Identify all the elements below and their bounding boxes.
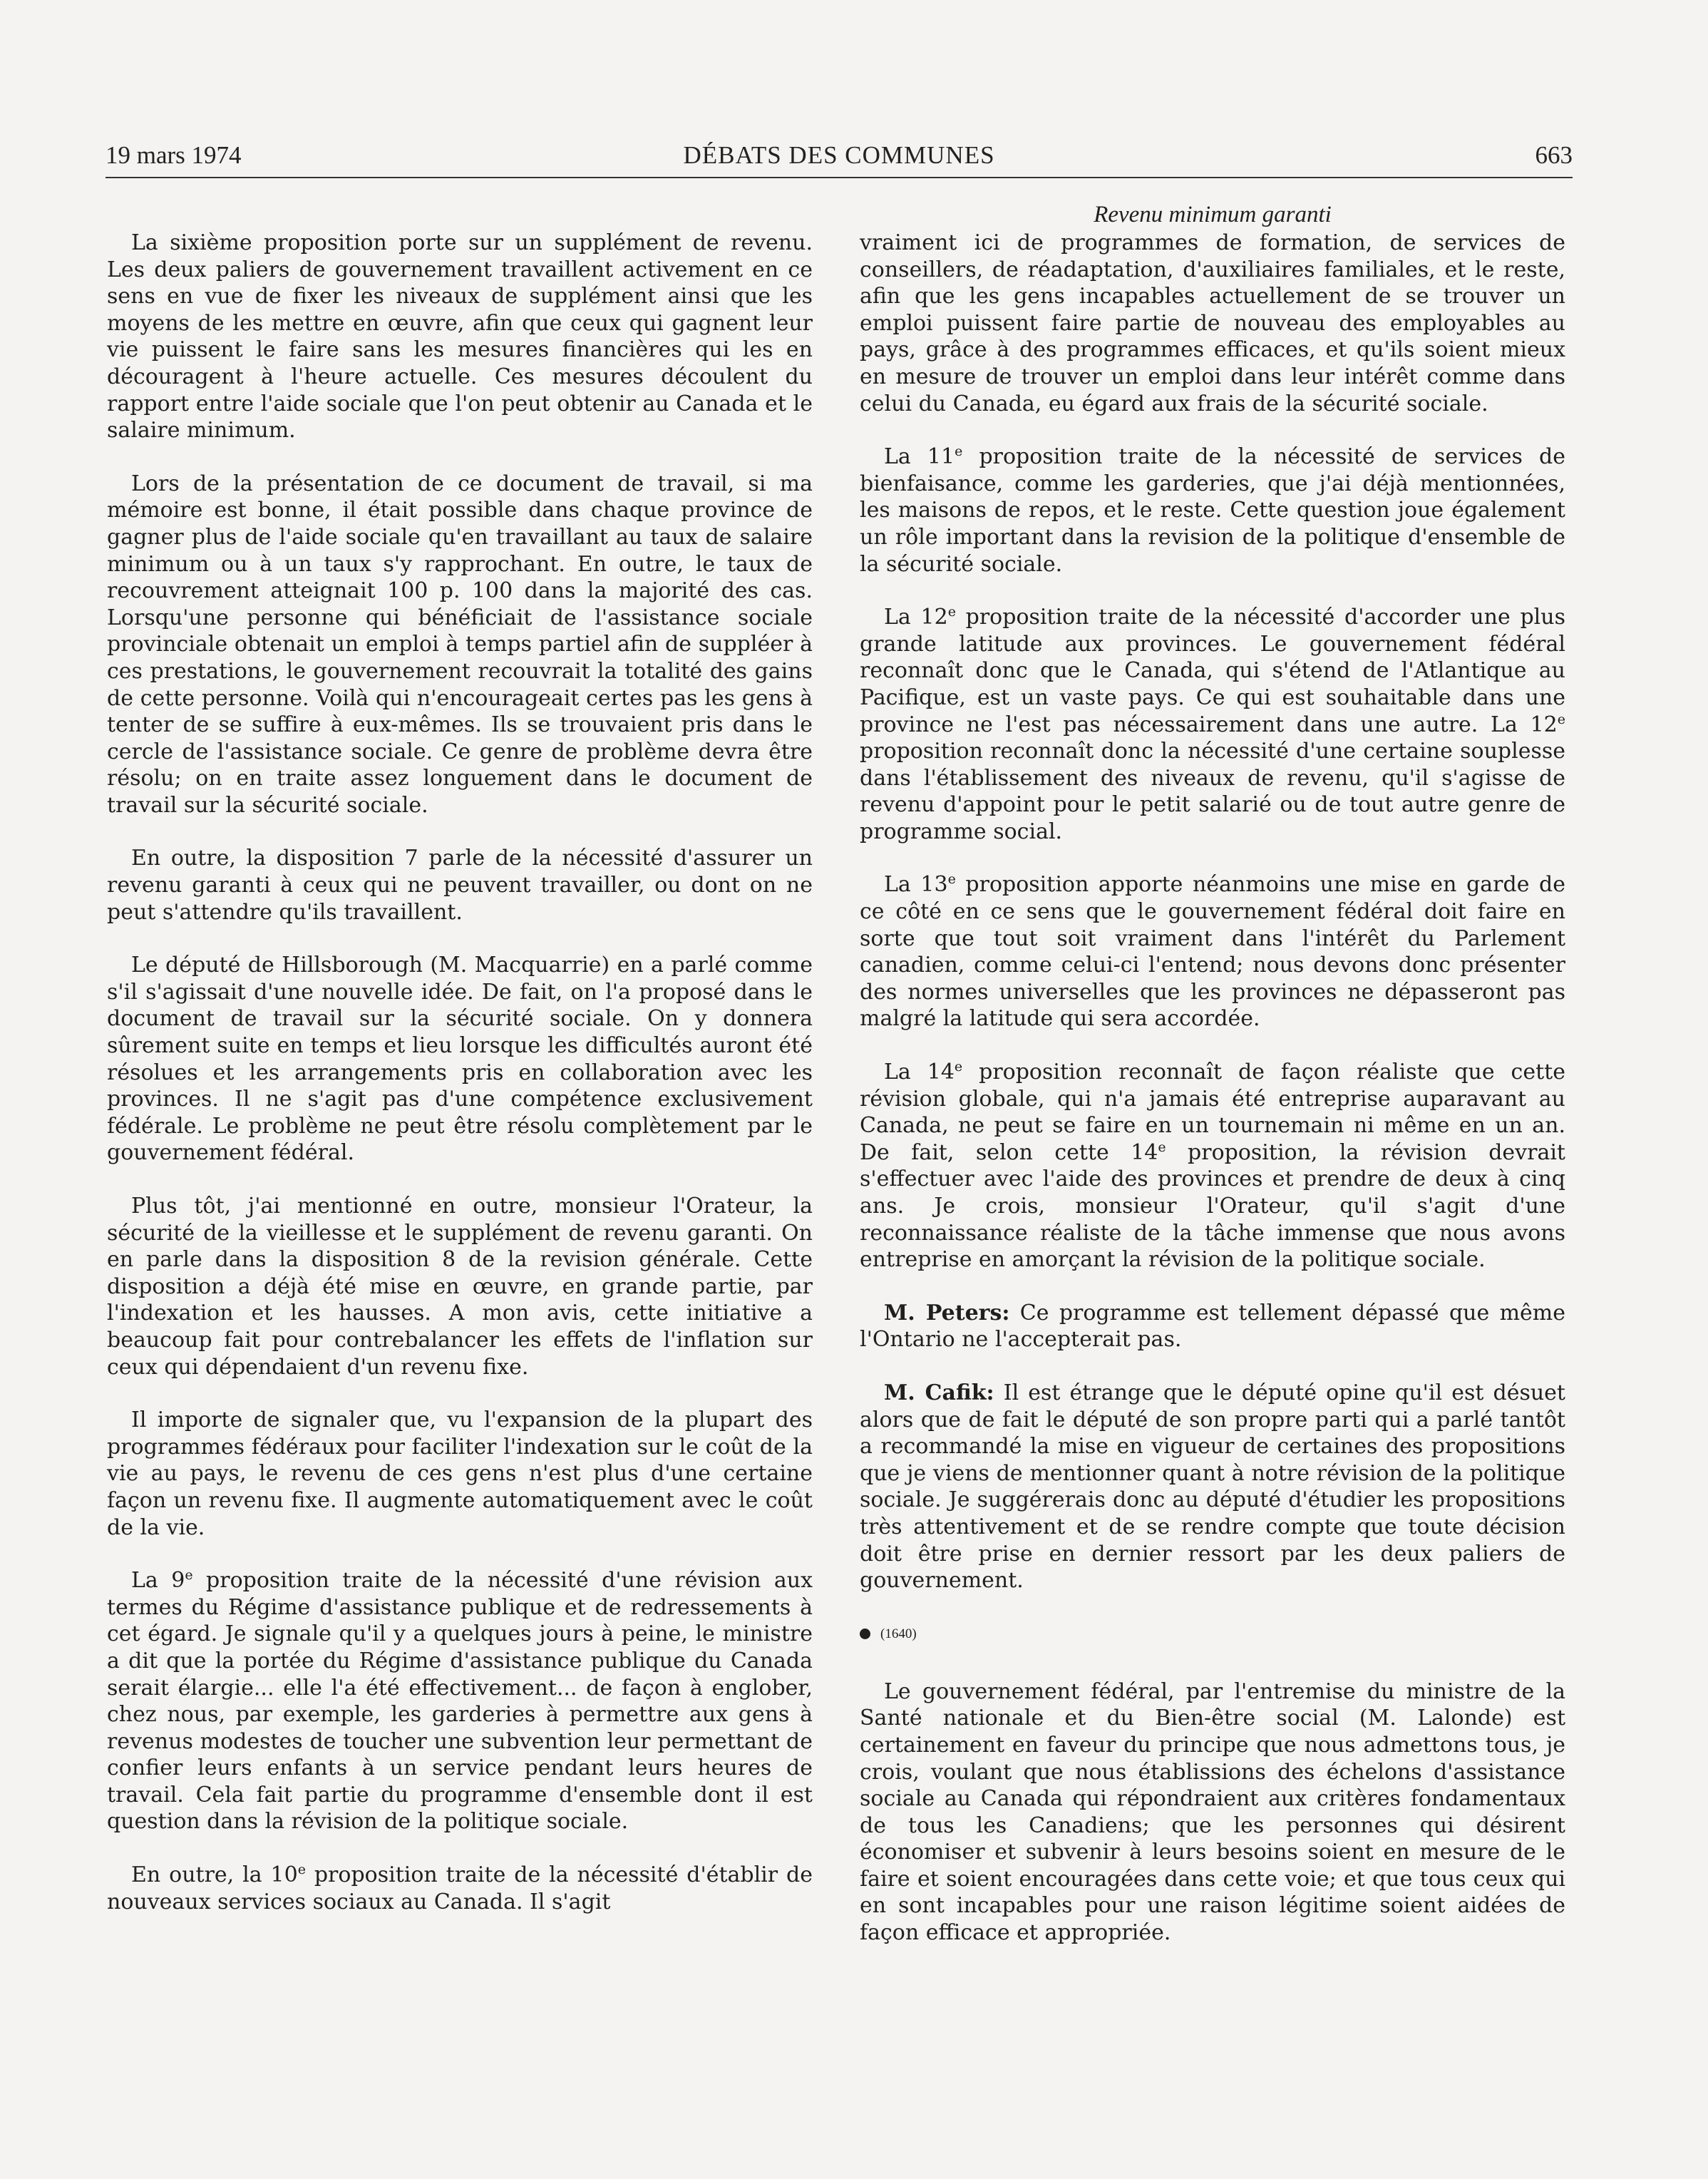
page-number: 663: [1535, 141, 1573, 169]
running-head: Revenu minimum garanti: [1094, 202, 1332, 227]
paragraph: Plus tôt, j'ai mentionné en outre, monsieur l'Orateur, la sécurité de la vieillesse et le supplément de revenu garanti. On en parle dans la disposition 8 de la revision générale. Cette disposition a déjà été mise en œuvre, en grande partie, par l'indexation et les hausses. A mon avis, cette initiative a beaucoup fait pour contrebalancer les effets de l'inflation sur ceux qui dépendaient d'un revenu fixe.: [107, 1194, 813, 1380]
paragraph: En outre, la disposition 7 parle de la nécessité d'assurer un revenu garanti à ceux qui ne peuvent travailler, ou dont on ne peut s'attendre qu'ils travaillent.: [107, 846, 813, 925]
paragraph: La 9e proposition traite de la nécessité d'une révision aux termes du Régime d'assistance publique et de redressements à cet égard. Je signale qu'il y a quelques jours à peine, le ministre a dit que la portée du Régime d'assistance publique du Canada serait élargie... elle l'a été effectivement... de façon à englober, chez nous, par exemple, les garderies à permettre aux gens à revenus modestes de toucher une subvention leur permettant de confier leurs enfants à un service pendant leurs heures de travail. Cela fait partie du programme d'ensemble dont il est question dans la révision de la politique sociale.: [107, 1567, 813, 1835]
time-marker-label: (1640): [880, 1626, 917, 1641]
right-column: [860, 201, 1565, 1973]
paragraph: La 13e proposition apporte néanmoins une mise en garde de ce côté en ce sens que le gouvernement fédéral doit faire en sorte que tout soit vraiment dans l'intérêt du Parlement canadien, comme celui-ci l'entend; nous devons donc présenter des normes universelles que les provinces ne dépasseront pas malgré la latitude qui sera accordée.: [860, 871, 1565, 1032]
page-header: [106, 140, 1573, 178]
speaker-name: M. Cafik:: [884, 1380, 994, 1405]
paragraph: Il importe de signaler que, vu l'expansion de la plupart des programmes fédéraux pour faciliter l'indexation sur le coût de la vie au pays, le revenu de ces gens n'est plus d'une certaine façon un revenu fixe. Il augmente automatiquement avec le coût de la vie.: [107, 1408, 813, 1540]
bullet-icon: [860, 1629, 870, 1639]
paragraph: La 11e proposition traite de la nécessité de services de bienfaisance, comme les garderies, que j'ai déjà mentionnées, les maisons de repos, et le reste. Cette question joue également un rôle important dans la revision de la politique d'ensemble de la sécurité sociale.: [860, 444, 1565, 577]
left-column: [107, 230, 813, 1942]
paragraph: La 14e proposition reconnaît de façon réaliste que cette révision globale, qui n'a jamais été entreprise auparavant au Canada, ne peut se faire en un tournemain ni même en un an. De fait, selon cette 14e proposition, la révision devrait s'effectuer avec l'aide des provinces et prendre de deux à cinq ans. Je crois, monsieur l'Orateur, qu'il s'agit d'une reconnaissance réaliste de la tâche immense que nous avons entreprise en amorçant la révision de la politique sociale.: [860, 1059, 1565, 1273]
speech-peters: M. Peters: Ce programme est tellement dépassé que même l'Ontario ne l'accepterait pas.: [860, 1300, 1565, 1353]
paragraph: Le gouvernement fédéral, par l'entremise du ministre de la Santé nationale et du Bien-être social (M. Lalonde) est certainement en faveur du principe que nous admettons tous, je crois, voulant que nous établissions des échelons d'assistance sociale au Canada qui répondraient aux critères fondamentaux de tous les Canadiens; que les personnes qui désirent économiser et subvenir à leurs besoins soient en mesure de le faire et soient encouragées dans cette voie; et que tous ceux qui en sont incapables pour une raison légitime soient aidées de façon efficace et appropriée.: [860, 1678, 1565, 1946]
paragraph: La 12e proposition traite de la nécessité d'accorder une plus grande latitude aux provinces. Le gouvernement fédéral reconnaît donc que le Canada, qui s'étend de l'Atlantique au Pacifique, est un vaste pays. Ce qui est souhaitable dans une province ne l'est pas nécessairement dans une autre. La 12e proposition reconnaît donc la nécessité d'une certaine souplesse dans l'établissement des niveaux de revenu, qu'il s'agisse de revenu d'appoint pour le petit salarié ou de tout autre genre de programme social.: [860, 604, 1565, 844]
time-marker: [860, 1621, 1565, 1647]
paragraph: vraiment ici de programmes de formation, de services de conseillers, de réadaptation, d'auxiliaires familiales, et le reste, afin que les gens incapables actuellement de se trouver un emploi puissent faire partie de nouveau des employables au pays, grâce à des programmes efficaces, et qu'ils soient mieux en mesure de trouver un emploi dans leur intérêt comme dans celui du Canada, eu égard aux frais de la sécurité sociale.: [860, 230, 1565, 416]
speech-cafik: M. Cafik: Il est étrange que le député opine qu'il est désuet alors que de fait le député de son propre parti qui a parlé tantôt a recommandé la mise en vigueur de certaines des propositions que je viens de mentionner quant à notre révision de la politique sociale. Je suggérerais donc au député d'étudier les propositions très attentivement et de se rendre compte que toute décision doit être prise en dernier ressort par les deux paliers de gouvernement.: [860, 1380, 1565, 1594]
header-date: 19 mars 1974: [106, 141, 242, 169]
header-title: DÉBATS DES COMMUNES: [683, 141, 995, 169]
paragraph: En outre, la 10e proposition traite de la nécessité d'établir de nouveaux services sociaux au Canada. Il s'agit: [107, 1862, 813, 1914]
paragraph: Le député de Hillsborough (M. Macquarrie) en a parlé comme s'il s'agissait d'une nouvelle idée. De fait, on l'a proposé dans le document de travail sur la sécurité sociale. On y donnera sûrement suite en temps et lieu lorsque les difficultés auront été résolues et les arrangements pris en collaboration avec les provinces. Il ne s'agit pas d'une compétence exclusivement fédérale. Le problème ne peut être résolu complètement par le gouvernement fédéral.: [107, 953, 813, 1166]
paragraph: Lors de la présentation de ce document de travail, si ma mémoire est bonne, il était possible dans chaque province de gagner plus de l'aide sociale qu'en travaillant au taux de salaire minimum ou à un taux s'y rapprochant. En outre, le taux de recouvrement atteignait 100 p. 100 dans la majorité des cas. Lorsqu'une personne qui bénéficiait de l'assistance sociale provinciale obtenait un emploi à temps partiel afin de suppléer à ces prestations, le gouvernement recouvrait la totalité des gains de cette personne. Voilà qui n'encourageait certes pas les gens à tenter de se suffire à eux-mêmes. Ils se trouvaient pris dans le cercle de l'assistance sociale. Ce genre de problème devra être résolu; on en traite assez longuement dans le document de travail sur la sécurité sociale.: [107, 471, 813, 818]
paragraph: La sixième proposition porte sur un supplément de revenu. Les deux paliers de gouvernement travaillent activement en ce sens en vue de fixer les niveaux de supplément ainsi que les moyens de les mettre en œuvre, afin que ceux qui gagnent leur vie puissent le faire sans les mesures financières qui les en découragent à l'heure actuelle. Ces mesures découlent du rapport entre l'aide sociale que l'on peut obtenir au Canada et le salaire minimum.: [107, 230, 813, 444]
speaker-name: M. Peters:: [884, 1300, 1010, 1326]
